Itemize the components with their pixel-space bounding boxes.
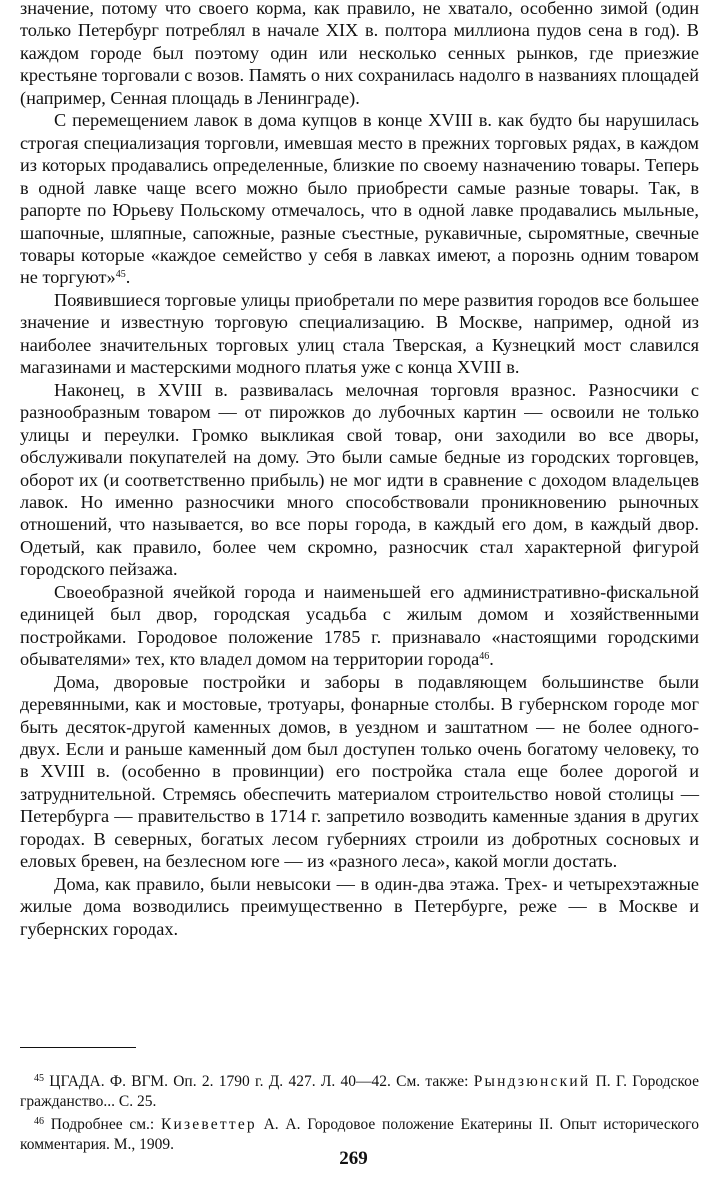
footnote-46: $^{46}$ Подробнее см.: Кизеветтер А. А. Городовое положение Екатерины II. Опыт исторического комментария. М., 1909. xyxy=(20,1116,699,1153)
main-text xyxy=(20,0,699,940)
footnote-divider xyxy=(20,1047,136,1048)
footnote-ref-45[interactable]: 45 xyxy=(115,269,126,281)
paragraph-6: Дома, дворовые постройки и заборы в подавляющем большинстве были деревянными, как и мостовые, тротуары, фонарные столбы. В губернском городе мог быть десяток-другой каменных домов, в уездном и заштатном — не более одного-двух. Если и раньше каменный дом был доступен только очень богатому человеку, то в XVIII в. (особенно в провинции) его постройка стала еще более дорогой и затруднительной. Стремясь обеспечить материалом строительство новой столицы — Петербурга — правительство в 1714 г. запретило возводить каменные здания в других городах. В северных, богатых лесом губерниях строили из добротных сосновых и еловых бревен, на безлесном юге — из «разного леса», какой могли достать. xyxy=(20,671,699,872)
paragraph-5: Своеобразной ячейкой города и наименьшей его административно-фискальной единицей был двор, городская усадьба с жилым домом и хозяйственными постройками. Городовое положение 1785 г. признавало «настоящими городскими обывателями» тех, кто владел домом на территории города$^{46}$. xyxy=(20,581,699,670)
footnote-ref-46[interactable]: 46 xyxy=(479,651,490,663)
paragraph-3: Появившиеся торговые улицы приобретали по мере развития городов все большее значение и известную торговую специализацию. В Москве, например, одной из наиболее значительных торговых улиц стала Тверская, а Кузнецкий мост славился магазинами и мастерскими модного платья уже с конца XVIII в. xyxy=(20,289,699,378)
page-number: 269 xyxy=(339,1148,368,1169)
paragraph-4: Наконец, в XVIII в. развивалась мелочная торговля вразнос. Разносчики с разнообразным товаром — от пирожков до лубочных картин — освоили не только улицы и переулки. Громко выкликая свой товар, они заходили во все дворы, обслуживали покупателей на дому. Это были самые бедные из городских торговцев, оборот их (и соответственно прибыль) не мог идти в сравнение с доходом владельцев лавок. Но именно разносчики много способствовали проникновению рыночных отношений, что называется, во все поры города, в каждый его дом, в каждый двор. Одетый, как правило, более чем скромно, разносчик стал характерной фигурой городского пейзажа. xyxy=(20,379,699,580)
paragraph-7: Дома, как правило, были невысоки — в один-два этажа. Трех- и четырехэтажные жилые дома возводились преимущественно в Петербурге, реже — в Москве и губернских городах. xyxy=(20,873,699,939)
paragraph-2: С перемещением лавок в дома купцов в конце XVIII в. как будто бы нарушилась строгая специализация торговли, имевшая место в прежних торговых рядах, в каждом из которых продавались определенные, близкие по своему назначению товары. Теперь в одной лавке чаще всего можно было приобрести самые разные товары. Так, в рапорте по Юрьеву Польскому отмечалось, что в одной лавке продавались мыльные, шапочные, шляпные, сапожные, разные съестные, рукавичные, сыромятные, свечные товары которые «каждое семейство у себя в лавках имеют, а порознь одним товаром не торгуют»$^{45}$. xyxy=(20,110,699,288)
footnotes xyxy=(20,1069,699,1155)
footnote-45: $^{45}$ ЦГАДА. Ф. ВГМ. Оп. 2. 1790 г. Д. 427. Л. 40—42. См. также: Рындзюнский П. Г. Городское гражданство... С. 25. xyxy=(20,1073,699,1110)
paragraph-1: значение, потому что своего корма, как правило, не хватало, особенно зимой (один только Петербург потреблял в начале XIX в. полтора миллиона пудов сена в год). В каждом городе был поэтому один или несколько сенных рынков, где приезжие крестьяне торговали с возов. Память о них сохранилась надолго в названиях площадей (например, Сенная площадь в Ленинграде). xyxy=(20,0,699,108)
